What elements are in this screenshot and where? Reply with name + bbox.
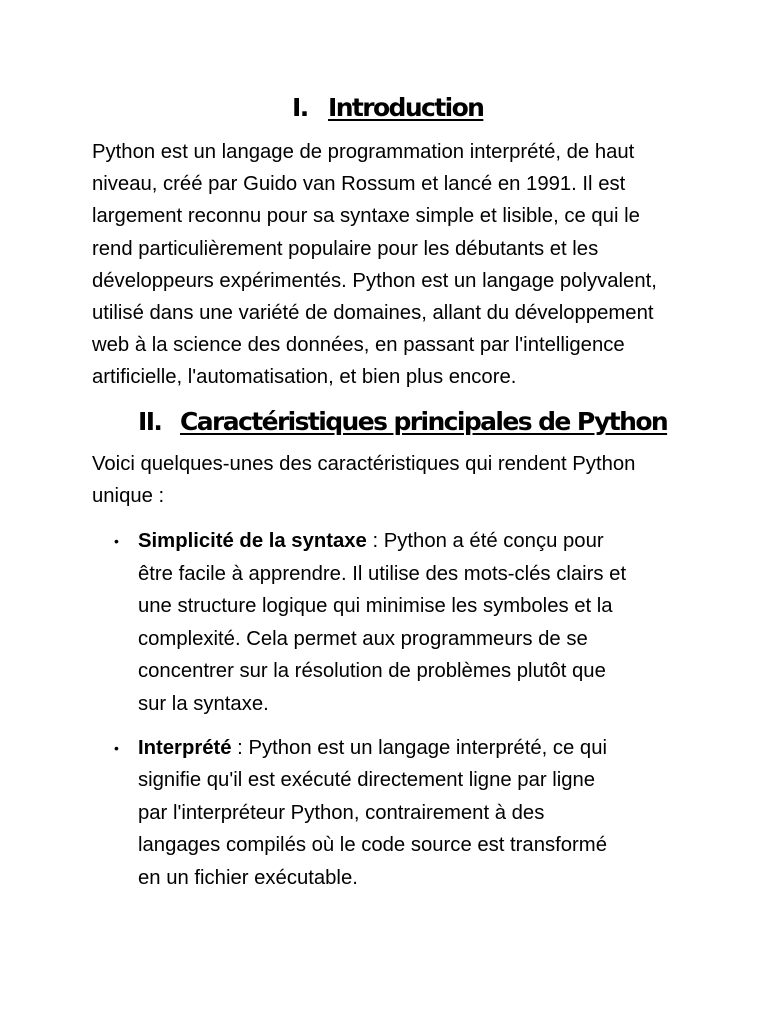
list-item-term: Simplicité de la syntaxe [138,530,367,553]
characteristics-intro-paragraph: Voici quelques-unes des caractéristiques qui rendent Python unique : [92,452,636,507]
section-number: I. [292,93,308,122]
section-heading-characteristics [138,402,682,442]
list-item [92,732,630,895]
section-heading-introduction [292,88,682,128]
bullet-icon: • [114,739,119,756]
document-page [92,88,682,895]
section-title: Caractéristiques principales de Python [180,406,668,436]
bullet-icon: • [114,533,119,550]
list-item-text: : Python a été conçu pour être facile à apprendre. Il utilise des mots-clés clairs et une structure logique qui minimise les symboles et la complexité. Cela permet aux programmeurs de se concentrer sur la résolution de problèmes plutôt que sur la syntaxe. [138,530,627,715]
list-item-term: Interprété [138,736,232,759]
list-item-text: : Python est un langage interprété, ce qui signifie qu'il est exécuté directement ligne par ligne par l'interpréteur Python, contrairement à des langages compilés où le code source est transformé en un fichier exécutable. [138,736,607,889]
section-number: II. [138,406,162,436]
introduction-paragraph: Python est un langage de programmation interprété, de haut niveau, créé par Guido van Rossum et lancé en 1991. Il est largement reconnu pour sa syntaxe simple et lisible, ce qui le rend particulièrement populaire pour les débutants et les développeurs expérimentés. Python est un langage polyvalent, utilisé dans une variété de domaines, allant du développement web à la science des données, en passant par l'intelligence artificielle, l'automatisation, et bien plus encore. [92,141,657,389]
section-title: Introduction [328,93,484,122]
characteristics-list [92,525,682,895]
list-item [92,525,630,721]
